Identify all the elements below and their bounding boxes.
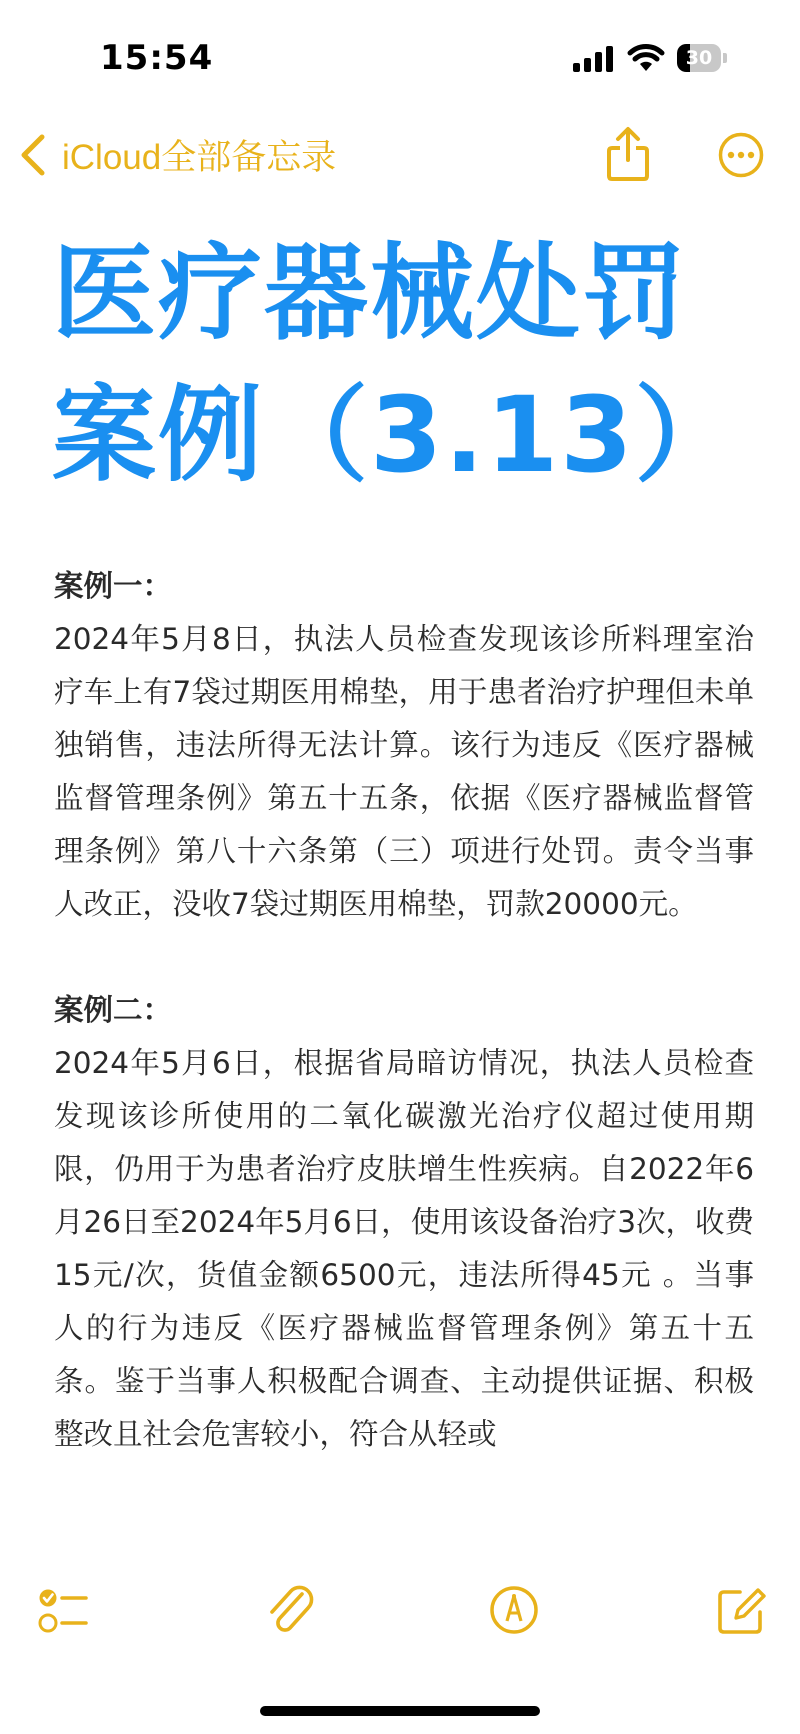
status-bar — [0, 0, 800, 110]
back-button[interactable] — [18, 128, 336, 182]
chevron-left-icon — [18, 133, 48, 177]
battery-icon — [677, 44, 727, 72]
checklist-icon[interactable] — [36, 1580, 92, 1640]
case-block-2 — [54, 984, 754, 1461]
battery-level-label: 30 — [685, 47, 713, 69]
case-text: 2024年5月6日，根据省局暗访情况，执法人员检查发现该诊所使用的二氧化碳激光治疗仪超过使用期限，仍用于为患者治疗皮肤增生性疾病。自2022年6月26日至2024年5月6日，使用该设备治疗3次，收费15元/次，货值金额6500元，违法所得45元 。当事人的行为违反《医疗器械监督管理条例》第五十五条。鉴于当事人积极配合调查、主动提供证据、积极整改且社会危害较小，符合从轻或 — [54, 1046, 754, 1451]
note-title-line-2: 案例（3.13） — [52, 374, 741, 496]
case-text: 2024年5月8日，执法人员检查发现该诊所料理室治疗车上有7袋过期医用棉垫，用于患者治疗护理但未单独销售，违法所得无法计算。该行为违反《医疗器械监督管理条例》第五十五条，依据《医疗器械监督管理条例》第八十六条第（三）项进行处罚。责令当事人改正，没收7袋过期医用棉垫，罚款20000元。 — [54, 622, 754, 921]
wifi-icon — [627, 44, 665, 72]
case-block-1 — [54, 560, 754, 931]
note-title[interactable] — [52, 222, 752, 506]
back-button-label: iCloud全部备忘录 — [62, 138, 337, 177]
status-time: 15:54 — [100, 38, 214, 78]
battery-body — [677, 44, 721, 72]
more-icon[interactable] — [718, 132, 764, 178]
paperclip-icon[interactable] — [262, 1580, 318, 1640]
case-heading: 案例二： — [54, 993, 173, 1027]
paragraph-spacer — [54, 931, 754, 984]
note-title-line-1: 医疗器械处罚 — [52, 232, 689, 354]
battery-cap — [723, 53, 727, 63]
share-icon[interactable] — [604, 126, 652, 182]
navigation-bar — [0, 110, 800, 200]
home-indicator[interactable] — [260, 1706, 540, 1716]
markup-pen-icon[interactable] — [486, 1580, 542, 1640]
compose-icon[interactable] — [714, 1580, 770, 1640]
note-body[interactable] — [54, 560, 754, 1570]
cellular-signal-icon — [573, 46, 615, 72]
bottom-toolbar — [0, 1580, 800, 1660]
case-heading: 案例一： — [54, 569, 173, 603]
